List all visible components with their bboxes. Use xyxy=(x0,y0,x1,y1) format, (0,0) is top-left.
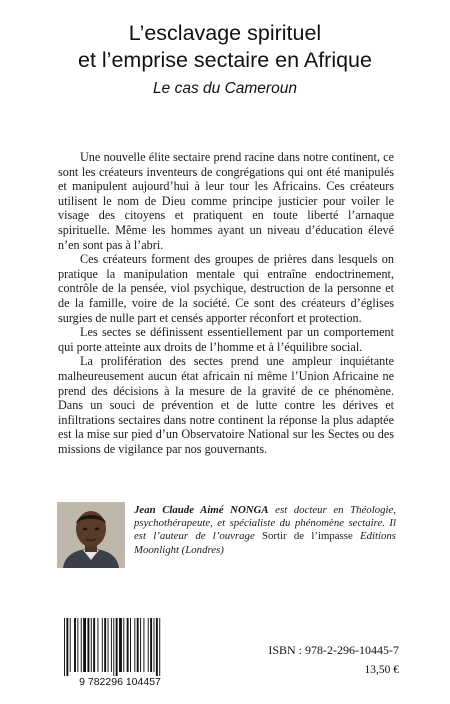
title-line-2: et l’emprise sectaire en Afrique xyxy=(78,48,372,72)
barcode-bar xyxy=(66,618,68,676)
barcode-bar xyxy=(140,618,141,672)
barcode-bar xyxy=(127,618,129,672)
barcode-bar xyxy=(137,618,139,672)
barcode xyxy=(56,616,184,688)
barcode-bar xyxy=(83,618,86,672)
barcode-bar xyxy=(74,618,76,672)
author-publisher: Editions Moonlight (Londres) xyxy=(134,530,396,556)
barcode-bar xyxy=(130,618,131,672)
book-subtitle: Le cas du Cameroun xyxy=(153,80,297,97)
book-title xyxy=(0,20,450,74)
barcode-bar xyxy=(98,618,99,672)
barcode-bar xyxy=(102,618,103,672)
author-bio xyxy=(134,504,396,557)
author-name: Jean Claude Aimé NONGA xyxy=(134,504,269,516)
barcode-bar xyxy=(64,618,65,676)
title-line-1: L’esclavage spirituel xyxy=(128,21,322,45)
barcode-icon xyxy=(56,616,184,688)
barcode-bar xyxy=(116,618,118,676)
barcode-bar xyxy=(111,618,112,672)
barcode-bar xyxy=(119,618,122,672)
barcode-bar xyxy=(134,618,135,672)
barcode-bar xyxy=(143,618,144,672)
barcode-bar xyxy=(148,618,149,672)
barcode-bar xyxy=(81,618,82,672)
barcode-bar xyxy=(154,618,155,672)
author-book-title: Sortir de l’impasse xyxy=(262,530,353,543)
barcode-bar xyxy=(113,618,114,676)
author-photo xyxy=(57,502,125,568)
paragraph-3: Les sectes se définissent essentiellement par un comportement qui porte atteinte aux droits de l’homme et à l’équilibre social. xyxy=(58,325,394,354)
barcode-bar xyxy=(159,618,160,676)
barcode-bar xyxy=(70,618,71,672)
barcode-digits: 9 782296 104457 xyxy=(79,676,161,688)
barcode-bar xyxy=(91,618,92,672)
barcode-bar xyxy=(104,618,106,672)
paragraph-2: Ces créateurs forment des groupes de prières dans lesquels on pratique la manipulation mentale qui entraîne endoctrinement, contrôle de la pensée, viol psychique, destruction de la personne et de la famille, voire de la société. Ce sont des créateurs d’églises surgies de nulle part et censés apporter réconfort et protection. xyxy=(58,252,394,325)
barcode-bar xyxy=(87,618,89,672)
barcode-bar xyxy=(156,618,158,676)
barcode-bar xyxy=(77,618,78,672)
paragraph-1: Une nouvelle élite sectaire prend racine dans notre continent, ce sont les créateurs inventeurs de congrégations qui ont été manipulés et manipulent aujourd’hui à leur tour les Africains. Ces créateurs utilisent le nom de Dieu comme principe justicier pour voiler le visage des citoyens et pratiquent en toute liberté l’arnaque spirituelle. Même les hommes ayant un niveau d’éducation élevé n’en sont pas à l’abri. xyxy=(58,150,394,252)
author-bio-text: est docteur en Théologie, psychothérapeute, et spécialiste du phénomène sectaire. Il est l’auteur de l’ouvrage xyxy=(134,504,396,543)
barcode-bar xyxy=(150,618,152,672)
author-portrait-icon xyxy=(57,502,125,568)
barcode-bar xyxy=(108,618,109,672)
price: 13,50 € xyxy=(364,664,399,676)
paragraph-4: La prolifération des sectes prend une ampleur inquiétante malheureusement aucun état africain ni même l’Union Africaine ne prend des décisions à la mesure de la gravité de ce phénomène. Dans un souci de prévention et de lutte contre les dérives et infiltrations sectaires dans notre continent la réponse la plus adaptée est la mise sur pied d’un Observatoire National sur les Sectes ou des missions de vigilance par nos gouvernants. xyxy=(58,354,394,456)
barcode-bar xyxy=(93,618,95,672)
isbn: ISBN : 978-2-296-10445-7 xyxy=(268,643,399,657)
barcode-bar xyxy=(123,618,124,672)
back-cover-text xyxy=(58,150,394,456)
